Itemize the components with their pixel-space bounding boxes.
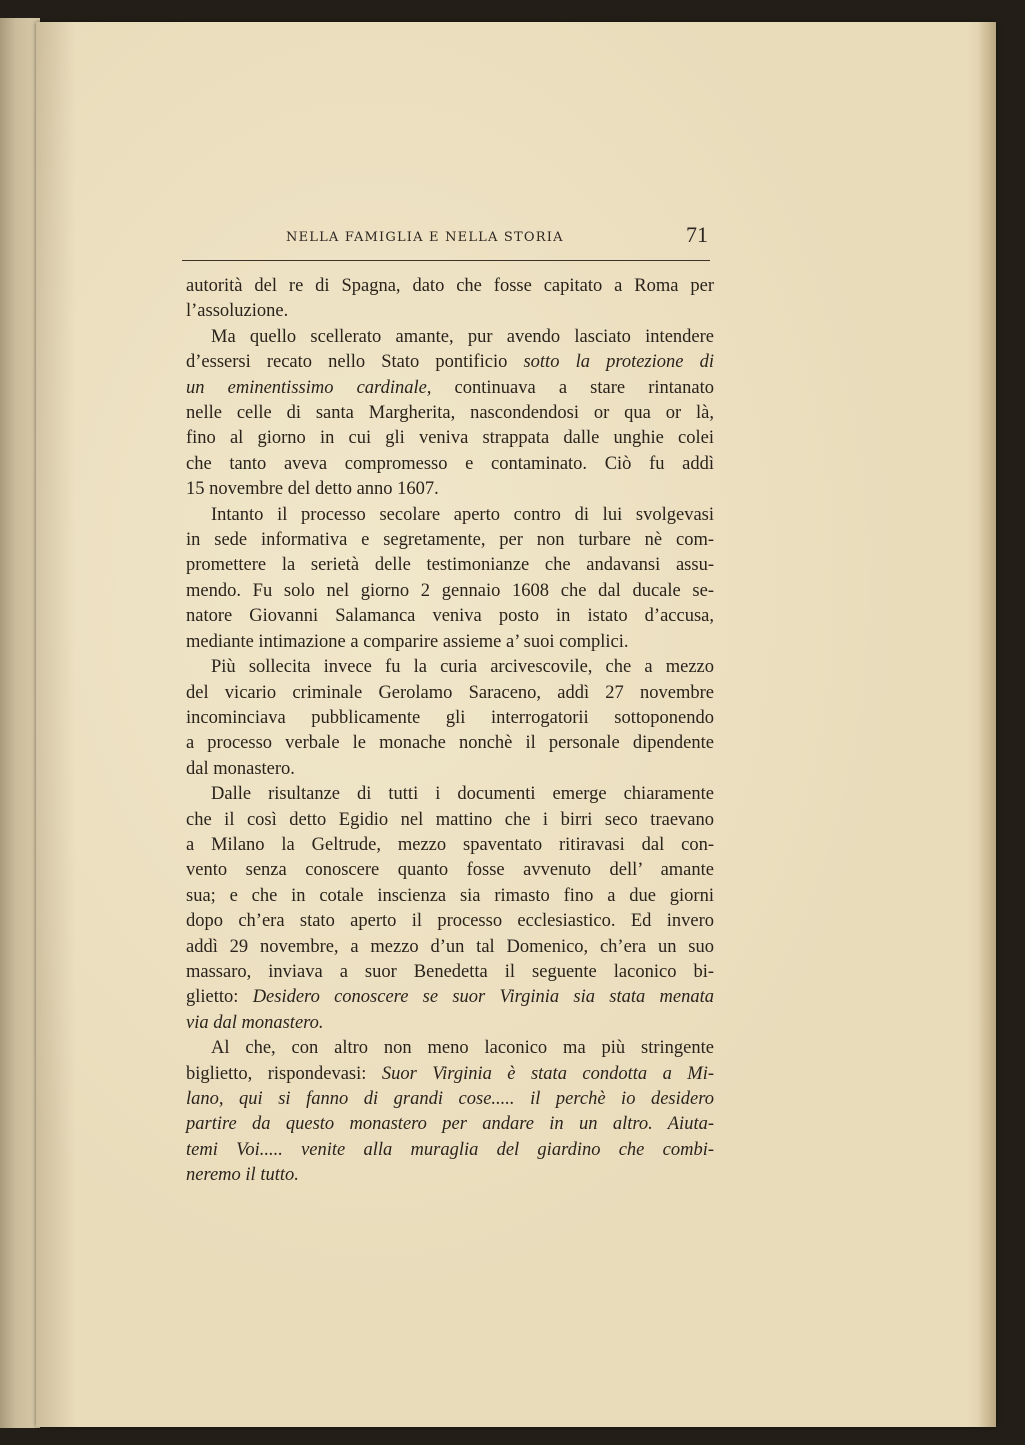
- text-line: Ma quello scellerato amante, pur avendo lasciato intendere: [211, 326, 714, 347]
- text-line: [186, 376, 714, 401]
- text-line: [186, 985, 714, 1010]
- text-line: l’assoluzione.: [186, 301, 289, 322]
- text-line: fino al giorno in cui gli veniva strappata dalle unghie colei: [186, 428, 714, 449]
- text-run: continuava a stare rintanato: [431, 377, 714, 398]
- text-line: promettere la serietà delle testimonianze che andavansi assu-: [186, 555, 714, 576]
- text-line: che tanto aveva compromesso e contaminato. Ciò fu addì: [186, 453, 714, 474]
- text-line: 15 novembre del detto anno 1607.: [186, 479, 439, 500]
- text-line: dal monastero.: [186, 758, 295, 779]
- previous-page-edge: [0, 18, 40, 1428]
- text-line: mendo. Fu solo nel giorno 2 gennaio 1608 che dal ducale se-: [186, 580, 714, 601]
- text-line: a processo verbale le monache nonchè il personale dipendente: [186, 733, 714, 754]
- italic-run: Desidero conoscere se suor Virginia sia stata menata: [252, 987, 714, 1008]
- running-head: NELLA FAMIGLIA E NELLA STORIA: [286, 230, 564, 245]
- page-number: 71: [686, 222, 708, 247]
- text-line: [186, 1062, 714, 1087]
- body-text: [186, 274, 714, 1189]
- italic-run: un eminentissimo cardinale,: [186, 377, 432, 398]
- text-line: nelle celle di santa Margherita, nascondendosi or qua or là,: [186, 403, 714, 424]
- text-line: via dal monastero.: [186, 1012, 324, 1033]
- page-edge-shadow: [978, 22, 996, 1427]
- text-line: addì 29 novembre, a mezzo d’un tal Domenico, ch’era un suo: [186, 936, 714, 957]
- italic-run: sotto la protezione di: [523, 352, 714, 373]
- text-line: in sede informativa e segretamente, per non turbare nè com-: [186, 530, 714, 551]
- text-run: glietto:: [186, 987, 253, 1008]
- page-header: [182, 212, 710, 261]
- text-line: lano, qui si fanno di grandi cose..... il perchè io desidero: [186, 1089, 714, 1109]
- text-line: Dalle risultanze di tutti i documenti emerge chiaramente: [211, 784, 714, 805]
- text-run: d’essersi recato nello Stato pontificio: [186, 352, 524, 373]
- text-line: dopo ch’era stato aperto il processo ecclesiastico. Ed invero: [186, 911, 714, 932]
- text-line: incominciava pubblicamente gli interrogatorii sottoponendo: [186, 707, 714, 728]
- text-line: Intanto il processo secolare aperto contro di lui svolgevasi: [211, 504, 714, 525]
- text-line: temi Voi..... venite alla muraglia del giardino che combi-: [186, 1139, 714, 1160]
- book-page: [36, 22, 996, 1427]
- text-line: del vicario criminale Gerolamo Saraceno, addì 27 novembre: [186, 682, 714, 703]
- text-line: [186, 350, 714, 375]
- text-run: biglietto, rispondevasi:: [186, 1063, 382, 1084]
- text-line: mediante intimazione a comparire assieme a’ suoi complici.: [186, 631, 629, 652]
- text-line: Al che, con altro non meno laconico ma più stringente: [211, 1038, 714, 1059]
- text-line: vento senza conoscere quanto fosse avvenuto dell’ amante: [186, 860, 714, 881]
- italic-run: Suor Virginia è stata condotta a Mi-: [381, 1063, 715, 1084]
- text-line: sua; e che in cotale inscienza sia rimasto fino a due giorni: [186, 885, 714, 906]
- text-line: partire da questo monastero per andare in un altro. Aiuta-: [186, 1114, 714, 1135]
- text-line: massaro, inviava a suor Benedetta il seguente laconico bi-: [186, 961, 714, 982]
- text-line: neremo il tutto.: [186, 1165, 299, 1186]
- text-line: natore Giovanni Salamanca veniva posto in istato d’accusa,: [186, 606, 714, 627]
- text-line: autorità del re di Spagna, dato che fosse capitato a Roma per: [186, 276, 714, 296]
- text-line: che il così detto Egidio nel mattino che i birri seco traevano: [186, 809, 714, 830]
- text-line: a Milano la Geltrude, mezzo spaventato ritiravasi dal con-: [186, 834, 714, 855]
- text-line: Più sollecita invece fu la curia arcivescovile, che a mezzo: [211, 657, 714, 678]
